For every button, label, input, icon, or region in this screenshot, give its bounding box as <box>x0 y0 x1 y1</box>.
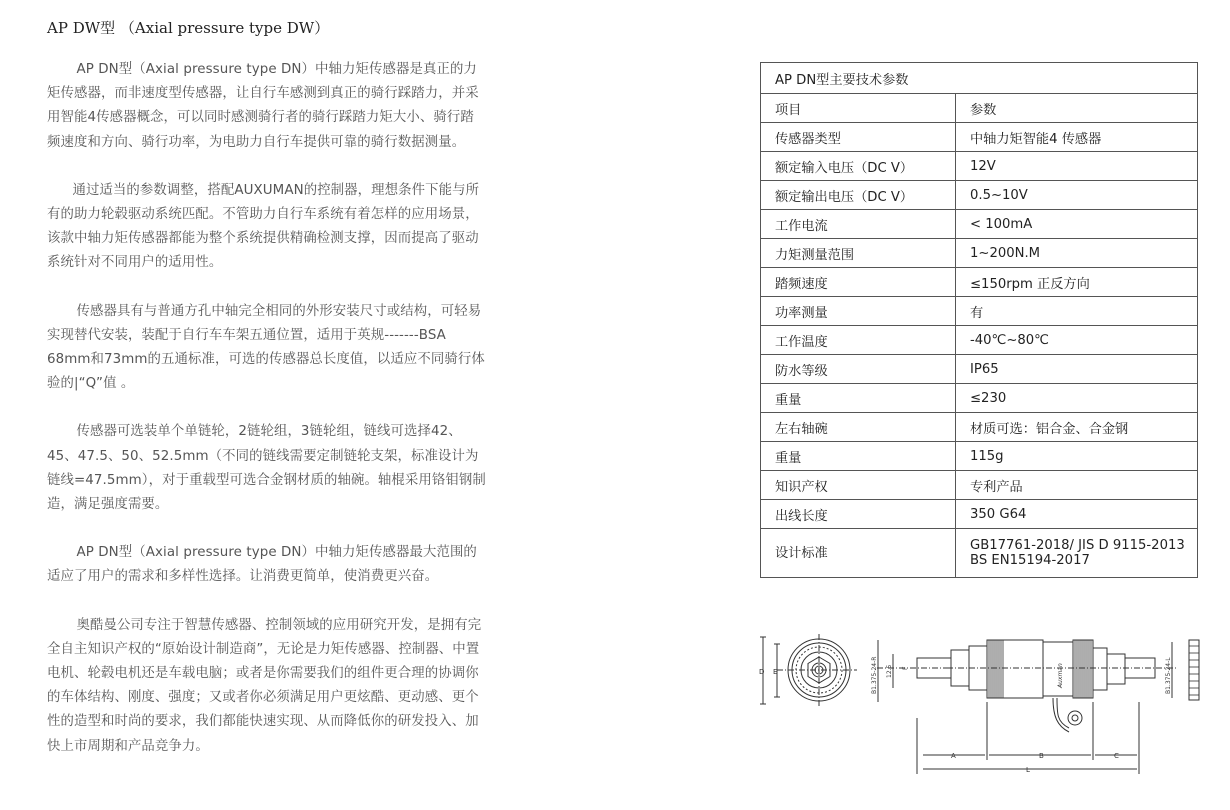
row-label: 重量 <box>761 442 956 471</box>
paragraph-compatibility: 通过适当的参数调整，搭配AUXUMAN的控制器，理想条件下能与所有的助力轮毂驱动系统匹配。不管助力自行车系统有着怎样的应用场景，该款中轴力矩传感器都能为整个系统提供精确检测支撑，因而提高了驱动系统针对不同用户的适用性。 <box>47 182 480 271</box>
table-row <box>761 297 1198 326</box>
table-row <box>761 210 1198 239</box>
spec-table-header-row <box>761 94 1198 123</box>
table-row <box>761 471 1198 500</box>
row-label: 力矩测量范围 <box>761 239 956 268</box>
row-value: < 100mA <box>956 210 1198 239</box>
row-label: 踏频速度 <box>761 268 956 297</box>
dim-label: 12.5 <box>886 664 893 678</box>
row-value: 专利产品 <box>956 471 1198 500</box>
table-row <box>761 152 1198 181</box>
end-profile <box>1189 640 1199 700</box>
table-row <box>761 442 1198 471</box>
dim-label: B <box>1039 752 1044 760</box>
row-value: 1~200N.M <box>956 239 1198 268</box>
row-value: 有 <box>956 297 1198 326</box>
header-item: 项目 <box>761 94 956 123</box>
standard-line: GB17761-2018/ JIS D 9115-2013 <box>970 538 1185 553</box>
row-value: 350 G64 <box>956 500 1198 529</box>
row-label: 额定输入电压（DC V） <box>761 152 956 181</box>
row-value: 中轴力矩智能4 传感器 <box>956 123 1198 152</box>
brand-mark: Auxman <box>1057 663 1064 688</box>
row-value: 12V <box>956 152 1198 181</box>
row-label: 出线长度 <box>761 500 956 529</box>
row-value: ≤150rpm 正反方向 <box>956 268 1198 297</box>
row-value: 材质可选：铝合金、合金钢 <box>956 413 1198 442</box>
header-value: 参数 <box>956 94 1198 123</box>
spec-table-title-row <box>761 63 1198 94</box>
spec-table <box>760 62 1198 578</box>
paragraph-adaptability: AP DN型（Axial pressure type DN）中轴力矩传感器最大范围的适应了用户的需求和多样性选择。让消费更简单，使消费更兴奋。 <box>47 545 477 585</box>
dim-label: E <box>773 668 778 676</box>
paragraph-chainline: 传感器可选装单个单链轮，2链轮组，3链轮组，链线可选择42、45、47.5、50、52.5mm（不同的链线需要定制链轮支架，标准设计为链线=47.5mm），对于重载型可选合金钢材质的轴碗。轴棍采用铬钼钢制造，满足强度需要。 <box>47 424 486 513</box>
row-label: 功率测量 <box>761 297 956 326</box>
table-row <box>761 181 1198 210</box>
row-label: 设计标准 <box>761 529 956 578</box>
spec-table-title: AP DN型主要技术参数 <box>761 63 1198 94</box>
table-row <box>761 355 1198 384</box>
table-row <box>761 123 1198 152</box>
description-column <box>47 58 487 783</box>
row-value: IP65 <box>956 355 1198 384</box>
dim-label: F <box>902 666 909 670</box>
row-label: 工作电流 <box>761 210 956 239</box>
row-value <box>956 529 1198 578</box>
row-label: 知识产权 <box>761 471 956 500</box>
dim-label: B1.375-24-L <box>1165 657 1172 694</box>
row-label: 防水等级 <box>761 355 956 384</box>
table-row <box>761 413 1198 442</box>
row-label: 重量 <box>761 384 956 413</box>
row-value: -40℃~80℃ <box>956 326 1198 355</box>
row-label: 左右轴碗 <box>761 413 956 442</box>
dim-label: L <box>1026 766 1030 774</box>
table-row <box>761 326 1198 355</box>
row-value: ≤230 <box>956 384 1198 413</box>
dim-label: A <box>951 752 956 760</box>
page-heading: AP DW型 （Axial pressure type DW） <box>47 19 330 37</box>
dim-label: B1.375-24-R <box>871 656 878 694</box>
technical-drawing <box>757 632 1225 782</box>
row-value: 0.5~10V <box>956 181 1198 210</box>
standard-line: BS EN15194-2017 <box>970 553 1090 568</box>
table-row <box>761 529 1198 578</box>
table-row <box>761 239 1198 268</box>
table-row <box>761 268 1198 297</box>
row-label: 额定输出电压（DC V） <box>761 181 956 210</box>
dim-label: D <box>759 668 765 676</box>
side-view <box>877 640 1177 774</box>
row-value: 115g <box>956 442 1198 471</box>
table-row <box>761 384 1198 413</box>
paragraph-intro: AP DN型（Axial pressure type DN）中轴力矩传感器是真正的力矩传感器，而非速度型传感器，让自行车感测到真正的骑行踩踏力，并采用智能4传感器概念，可以同时感测骑行者的骑行踩踏力矩大小、骑行踏频速度和方向、骑行功率，为电助力自行车提供可靠的骑行数据测量。 <box>47 62 479 150</box>
dim-label: C <box>1114 752 1119 760</box>
row-label: 工作温度 <box>761 326 956 355</box>
table-row <box>761 500 1198 529</box>
paragraph-installation: 传感器具有与普通方孔中轴完全相同的外形安装尺寸或结构，可轻易实现替代安装，装配于自行车车架五通位置，适用于英规-------BSA 68mm和73mm的五通标准，可选的传感器总长度值，以适应不同骑行体验的|“Q”值 。 <box>47 303 485 392</box>
row-label: 传感器类型 <box>761 123 956 152</box>
paragraph-company: 奥酷曼公司专注于智慧传感器、控制领域的应用研究开发，是拥有完全自主知识产权的“原始设计制造商”，无论是力矩传感器、控制器、中置电机、轮毂电机还是车载电脑；或者是你需要我们的组件更合理的协调你的车体结构、刚度、强度；又或者你必须满足用户更炫酷、更动感、更个性的造型和时尚的要求，我们都能快速实现、从而降低你的研发投入、加快上市周期和产品竞争力。 <box>47 617 482 754</box>
